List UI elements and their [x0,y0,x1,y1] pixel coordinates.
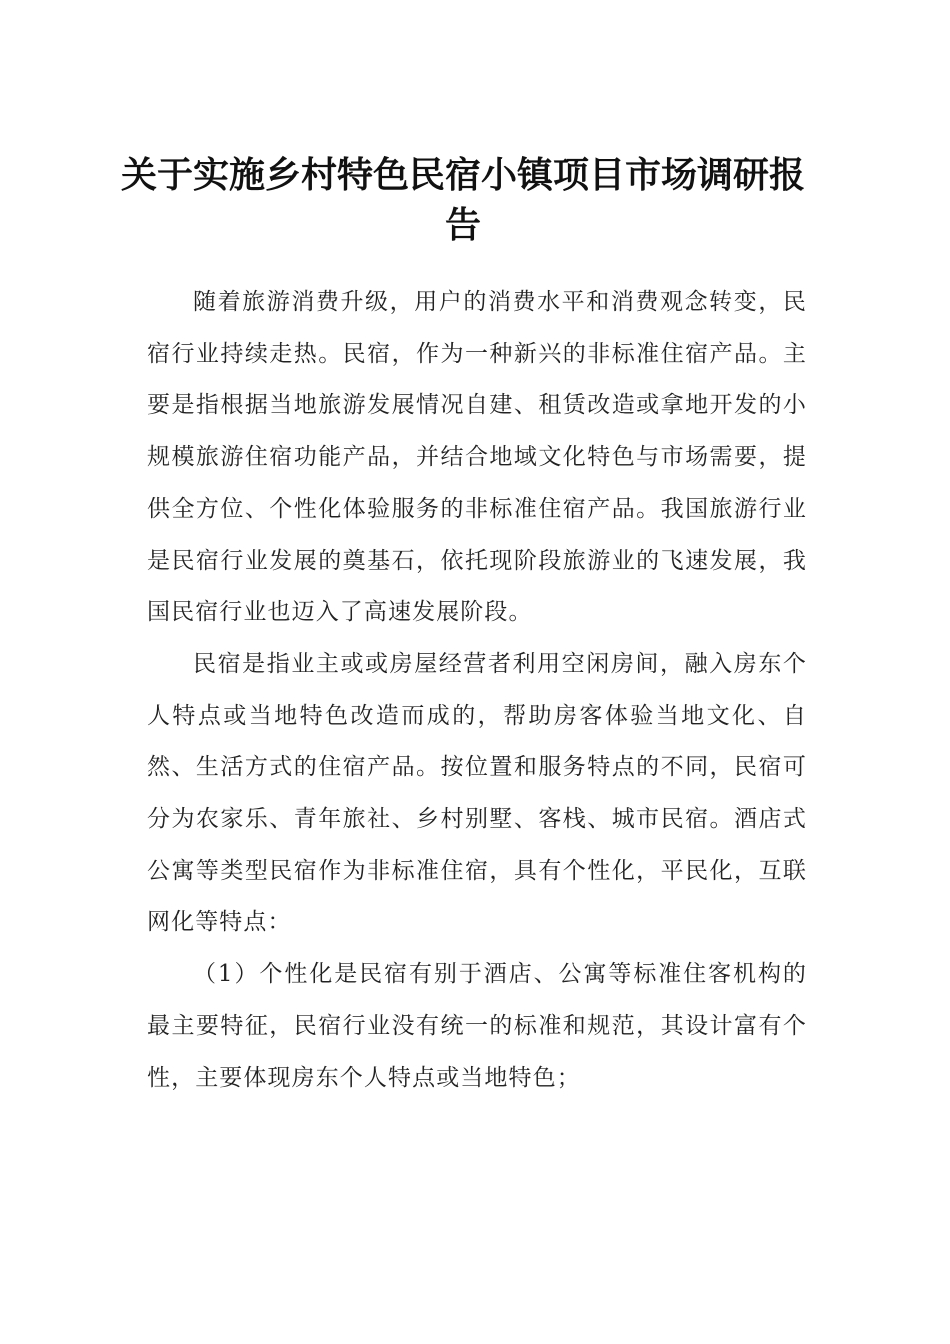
paragraph-intro: 随着旅游消费升级，用户的消费水平和消费观念转变，民宿行业持续走热。民宿，作为一种新兴的非标准住宿产品。主要是指根据当地旅游发展情况自建、租赁改造或拿地开发的小规模旅游住宿功能产品，并结合地域文化特色与市场需要，提供全方位、个性化体验服务的非标准住宿产品。我国旅游行业是民宿行业发展的奠基石，依托现阶段旅游业的飞速发展，我国民宿行业也迈入了高速发展阶段。 [147,289,807,626]
document-body [147,277,807,1104]
paragraph-feature-1: （1）个性化是民宿有别于酒店、公寓等标准住客机构的最主要特征，民宿行业没有统一的标准和规范，其设计富有个性，主要体现房东个人特点或当地特色； [147,961,807,1091]
paragraph-definition: 民宿是指业主或或房屋经营者利用空闲房间，融入房东个人特点或当地特色改造而成的，帮助房客体验当地文化、自然、生活方式的住宿产品。按位置和服务特点的不同，民宿可分为农家乐、青年旅社、乡村别墅、客栈、城市民宿。酒店式公寓等类型民宿作为非标准住宿，具有个性化，平民化，互联网化等特点： [147,650,807,936]
document-title: 关于实施乡村特色民宿小镇项目市场调研报告 [120,154,805,246]
